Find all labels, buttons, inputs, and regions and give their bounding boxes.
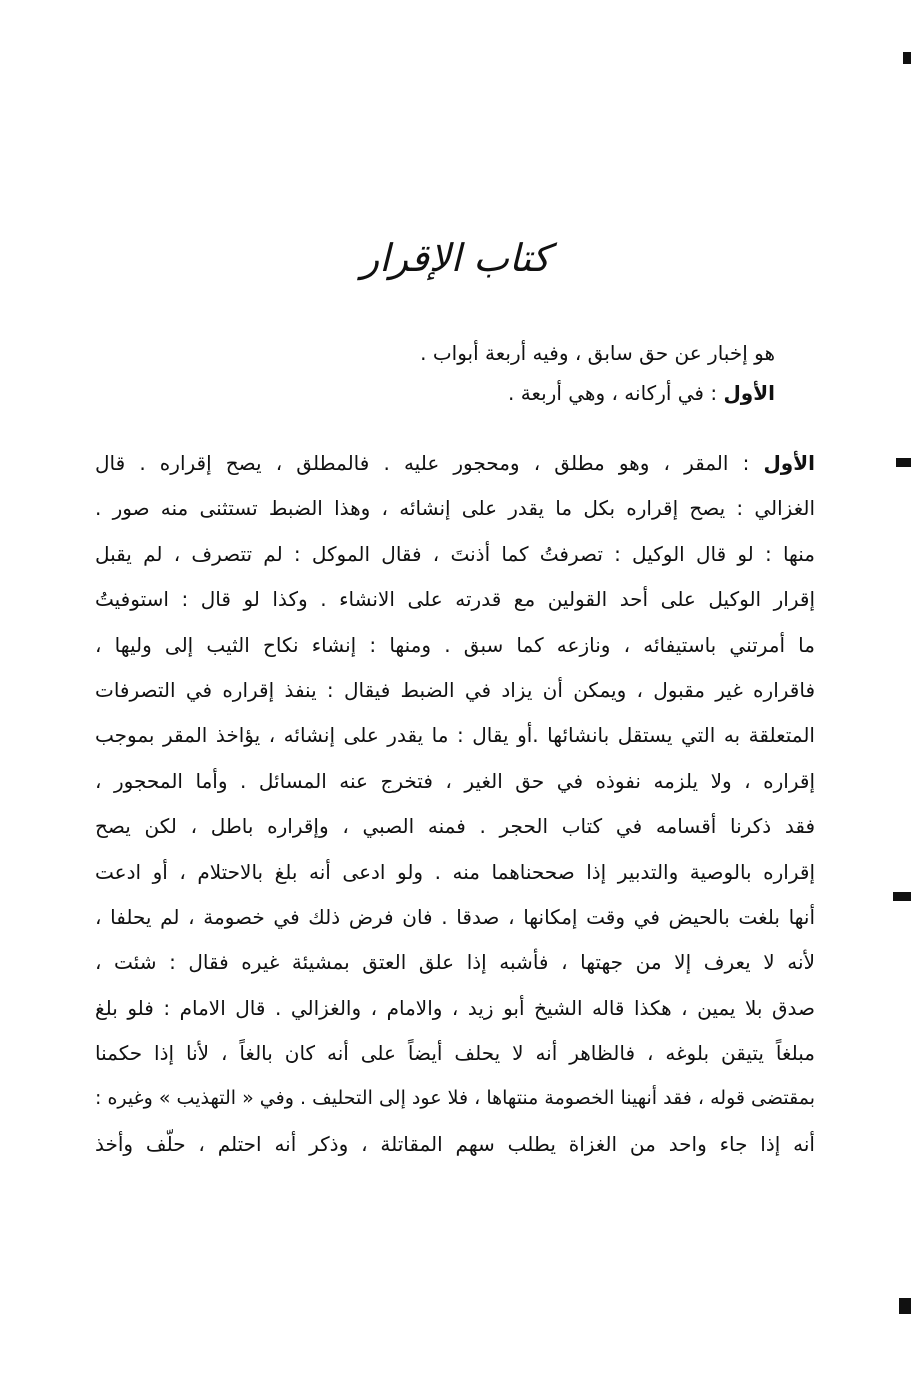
intro-block: [95, 333, 775, 413]
scan-edge-mark: [893, 892, 911, 901]
text-line: ما أمرتني باستيفائه ، ونازعه كما سبق . ومنها : إنشاء نكاح الثيب إلى وليها ،: [95, 632, 815, 657]
text-line: إقرار الوكيل على أحد القولين مع قدرته على الانشاء . وكذا لو قال : استوفيتُ: [95, 587, 815, 612]
paragraph-lead-word: الأول: [763, 451, 815, 475]
intro-line-2: [95, 373, 775, 413]
text-line: الغزالي : يصح إقراره بكل ما يقدر على إنشائه ، وهذا الضبط تستثنى منه صور .: [95, 496, 815, 521]
text-line: لأنه لا يعرف إلا من جهتها ، فأشبه إذا علق العتق بمشيئة غيره فقال : شئت ،: [95, 950, 815, 975]
text-line: مبلغاً يتيقن بلوغه ، فالظاهر أنه لا يحلف أيضاً على أنه كان بالغاً ، لأنا إذا حكمنا: [95, 1041, 815, 1066]
intro-line-1: هو إخبار عن حق سابق ، وفيه أربعة أبواب .: [420, 341, 775, 365]
text-line: فاقراره غير مقبول ، ويمكن أن يزاد في الضبط فيقال : ينفذ إقراره في التصرفات: [95, 677, 815, 702]
section-lead-word: الأول: [723, 381, 775, 405]
scan-edge-mark: [899, 1298, 911, 1314]
scan-edge-mark: [903, 52, 911, 64]
text-line: صدق بلا يمين ، هكذا قاله الشيخ أبو زيد ، والامام ، والغزالي . قال الامام : فلو بلغ: [95, 995, 815, 1020]
text-line: أنه إذا جاء واحد من الغزاة يطلب سهم المقاتلة ، وذكر أنه احتلم ، حلّف وأخذ: [95, 1131, 815, 1156]
text-line: فقد ذكرنا أقسامه في كتاب الحجر . فمنه الصبي ، وإقراره باطل ، لكن يصح: [95, 814, 815, 839]
text-line: أنها بلغت بالحيض في وقت إمكانها ، صدقا . فان فرض ذلك في خصومة ، لم يحلفا ،: [95, 904, 815, 929]
text-line: إقراره ، ولا يلزمه نفوذه في حق الغير ، فتخرج عنه المسائل . وأما المحجور ،: [95, 768, 815, 793]
text-line: منها : لو قال الوكيل : تصرفتُ كما أذنتَ ، فقال الموكل : لم تتصرف ، لم يقبل: [95, 541, 815, 566]
text-line: بمقتضى قوله ، فقد أنهينا الخصومة منتهاها ، فلا عود إلى التحليف . وفي « التهذيب » وغيره :: [95, 1087, 815, 1110]
intro-line-2-text: : في أركانه ، وهي أربعة .: [508, 381, 724, 405]
text-line: الأول : المقر ، وهو مطلق ، ومحجور عليه . فالمطلق ، يصح إقراره . قال: [95, 451, 815, 475]
text-line: المتعلقة به التي يستقل بانشائها .أو يقال : ما يقدر على إنشائه ، يؤاخذ المقر بموجب: [95, 723, 815, 748]
chapter-title: كتاب الإقرار: [360, 236, 551, 280]
main-paragraph: [95, 441, 815, 1167]
text-line: إقراره بالوصية والتدبير إذا صححناهما منه . ولو ادعى أنه بلغ بالاحتلام ، أو ادعت: [95, 859, 815, 884]
scan-edge-mark: [896, 458, 911, 467]
